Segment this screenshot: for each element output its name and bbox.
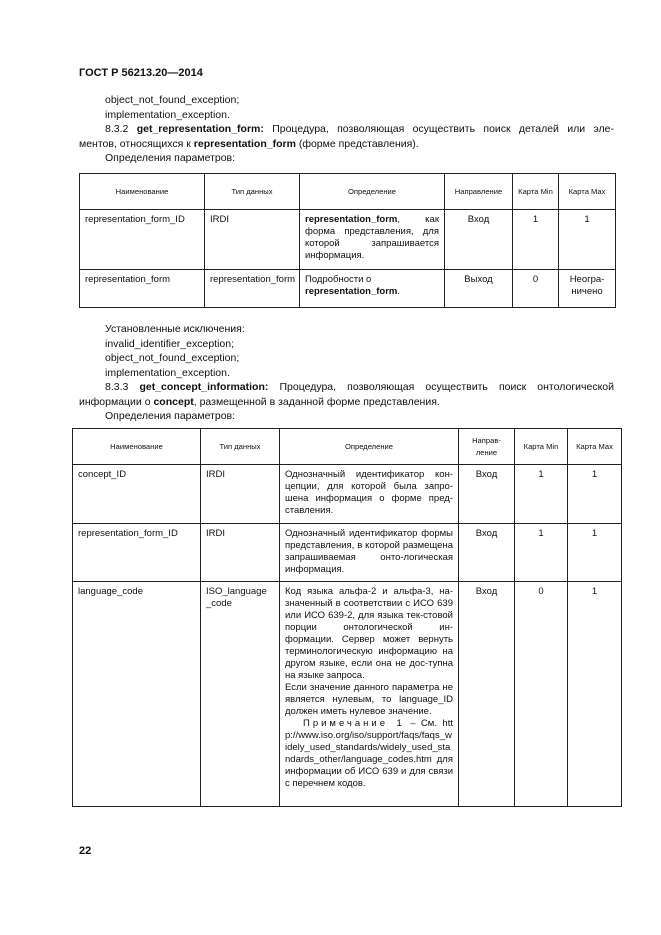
param-definition: Подробности о representation_form. [300, 270, 445, 308]
param-type: representation_form [205, 270, 300, 308]
param-name: concept_ID [73, 465, 201, 524]
col-header: Тип данных [201, 429, 280, 465]
param-direction: Вход [459, 582, 515, 807]
col-header: Карта Min [513, 174, 559, 210]
exception-line: invalid_identifier_exception; [105, 337, 234, 350]
exceptions-block-2 [79, 322, 614, 424]
param-direction: Вход [459, 524, 515, 582]
exceptions-title: Установленные исключения: [105, 323, 245, 335]
page-number: 22 [79, 845, 92, 857]
param-type: IRDI [201, 465, 280, 524]
parameters-table-2 [72, 428, 622, 807]
note-label: Примечание 1 [303, 718, 405, 729]
exception-line: implementation_exception. [105, 366, 230, 379]
col-header: Наименование [73, 429, 201, 465]
param-type: IRDI [201, 524, 280, 582]
param-definition: Код языка альфа-2 и альфа-3, на-значенный в соответствии с ИСО 639 или ИСО 639-2, для языка тек-стовой порции онтологической ин-формации. Сервер может вернуть терминологическую информацию на другом языке, если она не дос-тупна на языке запроса. Если значение данного параметра не является нулевым, то language_ID должен иметь нулевое значение. Примечание 1 – См. http://www.iso.org/iso/support/faqs/faqs_widely_used_standards/widely_used_standards_other/language_codes.htm для информации об ИСО 639 и для связи с перечнем кодов. [280, 582, 459, 807]
col-header: Карта Max [568, 429, 622, 465]
table-row [80, 270, 616, 308]
exception-line: object_not_found_exception; [105, 94, 240, 106]
param-name: representation_form [80, 270, 205, 308]
col-header: Карта Min [515, 429, 568, 465]
exception-line: object_not_found_exception; [105, 352, 240, 364]
param-type: ISO_language _code [201, 582, 280, 807]
param-direction: Вход [459, 465, 515, 524]
section-832-line2: ментов, относящихся к representation_form (форме представления). [79, 137, 419, 150]
col-header: Определение [280, 429, 459, 465]
section-832-line1: 8.3.2 get_representation_form: Процедура, позволяющая осуществить поиск деталей или эле- [105, 123, 614, 135]
param-min: 1 [513, 210, 559, 270]
section-833-line1: 8.3.3 get_concept_information: Процедура, позволяющая осуществить поиск онтологической [105, 381, 614, 393]
params-heading: Определения параметров: [105, 152, 236, 164]
col-header: Направление [445, 174, 513, 210]
table-row [80, 210, 616, 270]
param-max: 1 [568, 465, 622, 524]
param-definition: Однозначный идентификатор формы представления, в которой размещена запрашиваемая онто-логическая информация. [280, 524, 459, 582]
param-name: representation_form_ID [80, 210, 205, 270]
parameters-table-1 [79, 173, 616, 308]
col-header: Направ-ление [459, 429, 515, 465]
params-heading: Определения параметров: [105, 410, 236, 422]
param-direction: Выход [445, 270, 513, 308]
col-header: Определение [300, 174, 445, 210]
note-text: – См. http://www.iso.org/iso/support/faqs/faqs_widely_used_standards/widely_used_standards_other/language_codes.htm для информации об ИСО 639 и для связи с перечнем кодов. [285, 718, 453, 789]
param-min: 0 [513, 270, 559, 308]
param-name: language_code [73, 582, 201, 807]
table-row [73, 524, 622, 582]
param-name: representation_form_ID [73, 524, 201, 582]
exceptions-block-1 [79, 93, 614, 166]
param-min: 0 [515, 582, 568, 807]
param-definition: Однозначный идентификатор кон-цепции, для которой была запро-шена информация о форме пред-ставления. [280, 465, 459, 524]
section-833-line2: информации о concept, размещенной в заданной форме представления. [79, 395, 440, 408]
param-direction: Вход [445, 210, 513, 270]
param-min: 1 [515, 465, 568, 524]
param-max: 1 [568, 524, 622, 582]
param-type: IRDI [205, 210, 300, 270]
table-header-row [73, 429, 622, 465]
col-header: Карта Max [559, 174, 616, 210]
document-header: ГОСТ Р 56213.20—2014 [79, 67, 203, 79]
param-max: 1 [559, 210, 616, 270]
table-header-row [80, 174, 616, 210]
param-max: Неогра-ничено [559, 270, 616, 308]
param-definition: representation_form, как форма представления, для которой запрашивается информация. [300, 210, 445, 270]
col-header: Наименование [80, 174, 205, 210]
param-max: 1 [568, 582, 622, 807]
table-row [73, 582, 622, 807]
table-row [73, 465, 622, 524]
exception-line: implementation_exception. [105, 108, 230, 121]
col-header: Тип данных [205, 174, 300, 210]
param-min: 1 [515, 524, 568, 582]
